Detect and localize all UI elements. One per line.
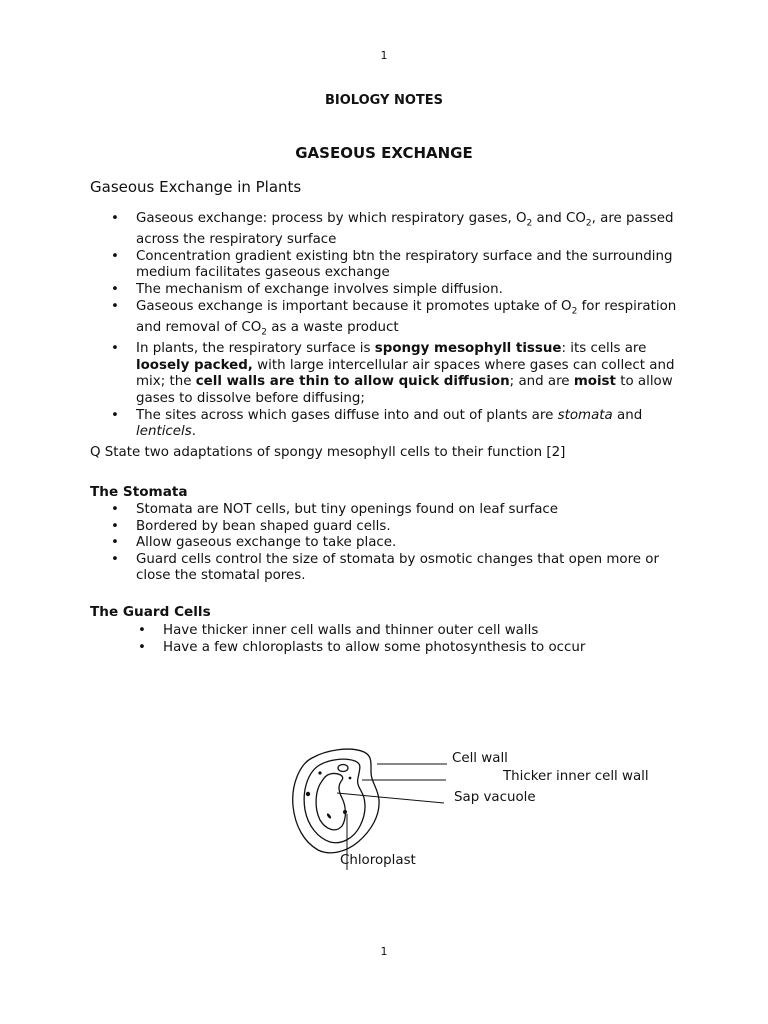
list-item: • Have a few chloroplasts to allow some photosynthesis to occur xyxy=(138,639,586,655)
subheading: Gaseous Exchange in Plants xyxy=(90,178,302,196)
list-item: • Gaseous exchange: process by which respiratory gases, $O_2$ and $CO_2$, are passed across the respiratory surface xyxy=(111,211,674,248)
label-thicker-inner-cell-wall: Thicker inner cell wall xyxy=(503,769,649,784)
bullet-icon: • xyxy=(111,518,119,534)
list-item: • Allow gaseous exchange to take place. xyxy=(111,535,397,551)
label-sap-vacuole: Sap vacuole xyxy=(454,790,536,805)
bullet-icon: • xyxy=(111,407,119,423)
exam-question: Q State two adaptations of spongy mesophyll cells to their function [2] xyxy=(90,445,566,460)
list-item: • Stomata are NOT cells, but tiny openings found on leaf surface xyxy=(111,502,559,517)
bullet-icon: • xyxy=(111,211,119,226)
section-heading: GASEOUS EXCHANGE xyxy=(295,144,473,162)
list-item: • Gaseous exchange is important because it promotes uptake of $O_2$ for respiration and removal of $CO_2$ as a waste product xyxy=(111,298,677,338)
chloroplast-dot xyxy=(326,813,332,820)
list-item: • Concentration gradient existing btn the respiratory surface and the surrounding medium facilitates gaseous exchange xyxy=(111,248,673,281)
bullet-icon: • xyxy=(138,639,146,655)
bullet-icon: • xyxy=(111,282,119,298)
bullet-icon: • xyxy=(111,341,119,357)
bullet-icon: • xyxy=(111,535,119,551)
nucleus xyxy=(338,765,348,772)
list-item: • Have thicker inner cell walls and thinner outer cell walls xyxy=(138,623,539,638)
page-number-top: 1 xyxy=(380,49,388,62)
bullet-icon: • xyxy=(138,623,146,638)
stomata-heading: The Stomata xyxy=(90,484,188,500)
sap-vacuole xyxy=(316,773,345,829)
list-item: • The sites across which gases diffuse into and out of plants are stomata and lenticels. xyxy=(111,407,643,440)
list-item: • Bordered by bean shaped guard cells. xyxy=(111,518,391,534)
page-number-bottom: 1 xyxy=(380,945,388,958)
chloroplast-dot xyxy=(318,771,321,774)
label-cell-wall: Cell wall xyxy=(452,751,508,766)
chloroplast-dot xyxy=(343,810,347,814)
label-chloroplast: Chloroplast xyxy=(340,853,416,868)
chloroplast-dot xyxy=(349,777,352,780)
guard-cells-heading: The Guard Cells xyxy=(90,604,211,620)
bullet-icon: • xyxy=(111,298,119,314)
list-item: • The mechanism of exchange involves simple diffusion. xyxy=(111,282,503,298)
bullet-icon: • xyxy=(111,551,119,567)
guard-cell-outer-wall xyxy=(293,749,379,853)
leader-line-sap-vacuole xyxy=(337,793,444,803)
document-title: BIOLOGY NOTES xyxy=(324,93,444,108)
bullet-icon: • xyxy=(111,248,119,264)
list-item: • Guard cells control the size of stomata by osmotic changes that open more or close the stomatal pores. xyxy=(111,551,659,584)
list-item: • In plants, the respiratory surface is spongy mesophyll tissue: its cells are loosely packed, with large intercellular air spaces where gases can collect and mix; the cell walls are thin to allow quick diffusion; and are moist to allow gases to dissolve before diffusing; xyxy=(111,341,675,406)
chloroplast-dot xyxy=(306,792,310,796)
bullet-icon: • xyxy=(111,502,119,517)
